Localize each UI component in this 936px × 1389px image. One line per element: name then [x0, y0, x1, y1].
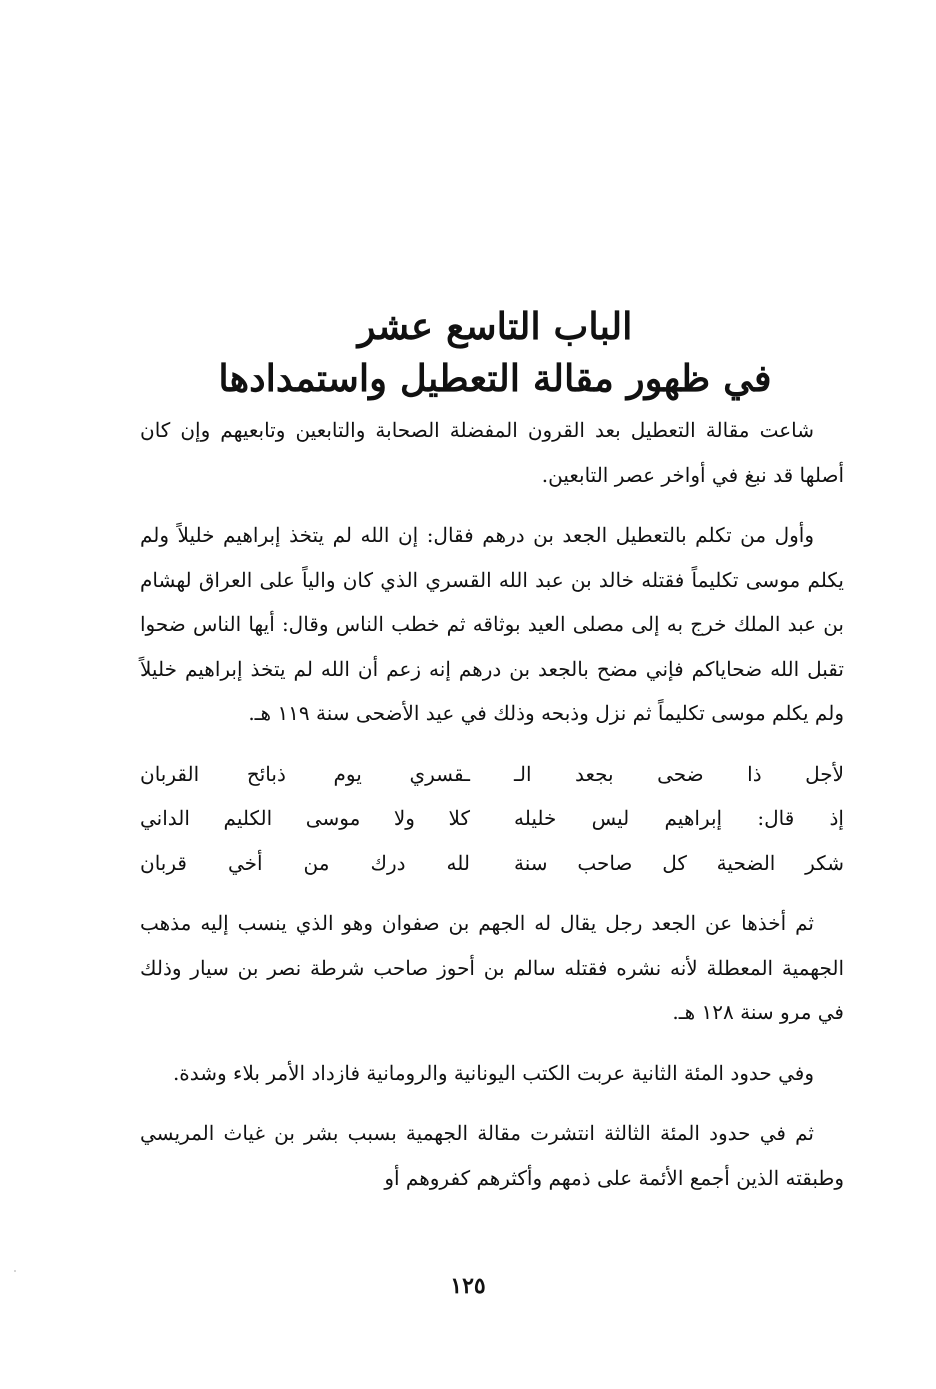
paragraph-4: وفي حدود المئة الثانية عربت الكتب اليونانية والرومانية فازداد الأمر بلاء وشدة.: [172, 1060, 814, 1085]
scan-speck: [14, 1270, 16, 1272]
chapter-title: الباب التاسع عشر: [357, 304, 633, 348]
verse-1-second-hemistich: ـقسري يوم ذبائح القربان: [140, 761, 470, 786]
verse-1-first-hemistich: لأجل ذا ضحى بجعد الـ: [514, 761, 844, 786]
verse-2-second-hemistich: كلا ولا موسى الكليم الداني: [140, 806, 470, 830]
chapter-heading: [150, 300, 840, 404]
verse-3-second-hemistich: لله درك من أخي قربان: [140, 850, 470, 875]
page-number: ١٢٥: [450, 1273, 486, 1299]
paragraph-1: شاعت مقالة التعطيل بعد القرون المفضلة الصحابة والتابعين وتابعيهم وإن كان أصلها قد نبغ في أواخر عصر التابعين.: [140, 418, 844, 487]
poem-verse-1: [140, 752, 844, 797]
poem-verse-2: [140, 796, 844, 841]
body-text: [140, 408, 844, 1200]
verse-2-first-hemistich: إذ قال: إبراهيم ليس خليله: [514, 806, 844, 830]
paragraph-5: ثم في حدود المئة الثالثة انتشرت مقالة الجهمية بسبب بشر بن غياث المريسي وطبقته الذين أجمع الأئمة على ذمهم وأكثرهم كفروهم أو: [140, 1121, 844, 1190]
paragraph-3: ثم أخذها عن الجعد رجل يقال له الجهم بن صفوان وهو الذي ينسب إليه مذهب الجهمية المعطلة لأنه نشره فقتله سالم بن أحوز صاحب شرطة نصر بن سيار وذلك في مرو سنة ١٢٨ هـ.: [140, 911, 844, 1024]
paragraph-2: وأول من تكلم بالتعطيل الجعد بن درهم فقال: إن الله لم يتخذ إبراهيم خليلاً ولم يكلم موسى تكليماً فقتله خالد بن عبد الله القسري الذي كان والياً على العراق لهشام بن عبد الملك خرج به إلى مصلى العيد بوثاقه ثم خطب الناس وقال: أيها الناس ضحوا تقبل الله ضحاياكم فإني مضح بالجعد بن درهم إنه زعم أن الله لم يتخذ إبراهيم خليلاً ولم يكلم موسى تكليماً ثم نزل وذبحه وذلك في عيد الأضحى سنة ١١٩ هـ.: [140, 523, 844, 725]
verse-3-first-hemistich: شكر الضحية كل صاحب سنة: [514, 850, 844, 875]
poem-block: [140, 752, 844, 886]
chapter-subtitle: في ظهور مقالة التعطيل واستمدادها: [218, 356, 772, 400]
poem-verse-3: [140, 841, 844, 886]
